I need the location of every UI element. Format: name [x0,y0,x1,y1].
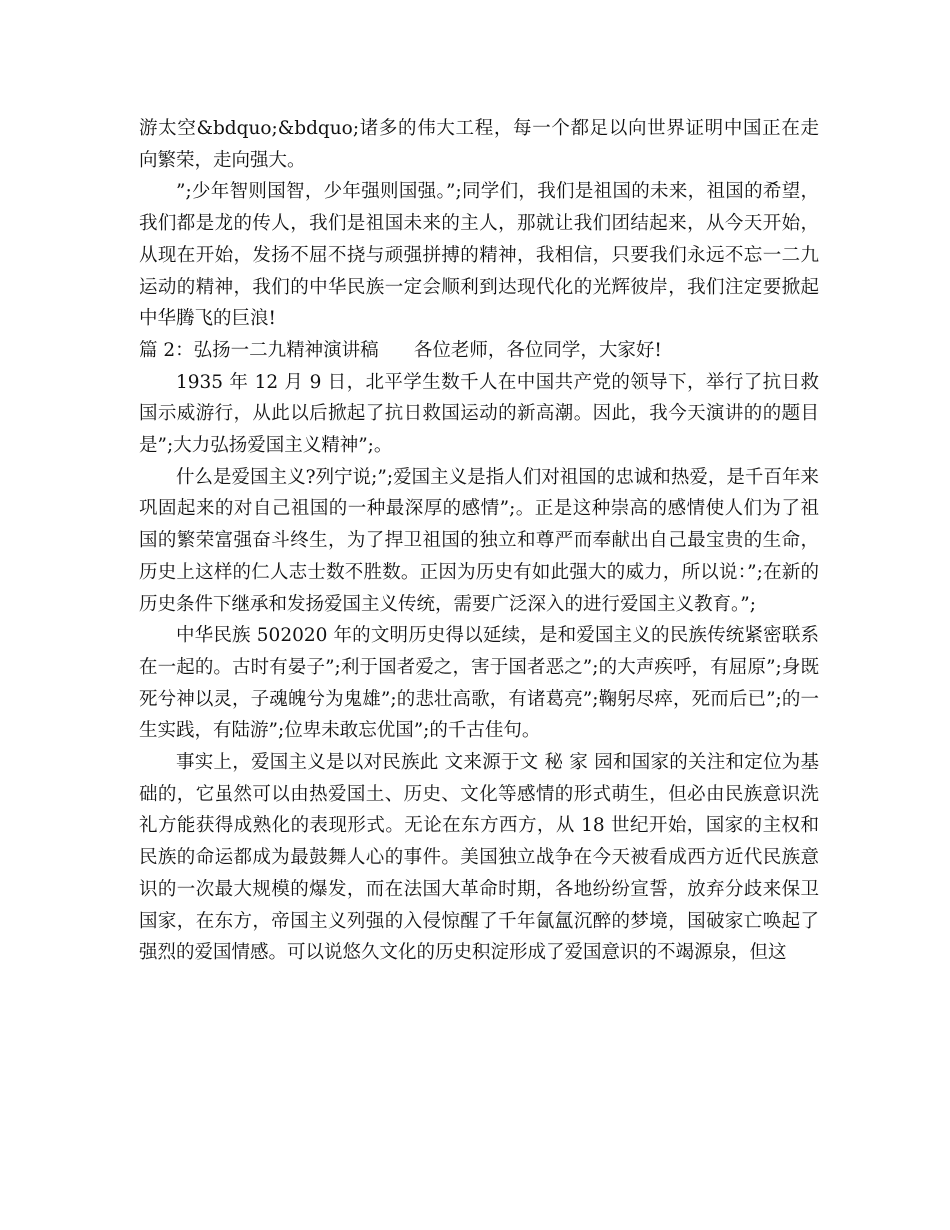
paragraph-2: ”;少年智则国智，少年强则国强。”;同学们，我们是祖国的未来，祖国的希望，我们都是龙的传人，我们是祖国未来的主人，那就让我们团结起来，从今天开始，从现在开始，发扬不屈不挠与顽强拼搏的精神，我相信，只要我们永远不忘一二九运动的精神，我们的中华民族一定会顺利到达现代化的光辉彼岸，我们注定要掀起中华腾飞的巨浪! [139,181,819,330]
paragraph-4: 什么是爱国主义?列宁说;”;爱国主义是指人们对祖国的忠诚和热爱，是千百年来巩固起来的对自己祖国的一种最深厚的感情”;。正是这种崇高的感情使人们为了祖国的繁荣富强奋斗终生，为了捍卫祖国的独立和尊严而奉献出自己最宝贵的生命，历史上这样的仁人志士数不胜数。正因为历史有如此强大的威力，所以说：”;在新的历史条件下继承和发扬爱国主义传统，需要广泛深入的进行爱国主义教育。”; [139,466,819,615]
paragraph-1: 游太空&bdquo;&bdquo;诸多的伟大工程，每一个都足以向世界证明中国正在走向繁荣，走向强大。 [139,118,819,171]
section-heading: 篇 2：弘扬一二九精神演讲稿 各位老师，各位同学，大家好! [139,339,662,361]
document-body [139,113,819,969]
paragraph-3: 1935 年 12 月 9 日，北平学生数千人在中国共产党的领导下，举行了抗日救国示威游行，从此以后掀起了抗日救国运动的新高潮。因此，我今天演讲的的题目是”;大力弘扬爱国主义精神”;。 [139,371,819,457]
paragraph-6: 事实上，爱国主义是以对民族此 文来源于文 秘 家 园和国家的关注和定位为基础的，它虽然可以由热爱国土、历史、文化等感情的形式萌生，但必由民族意识洗礼方能获得成熟化的表现形式。无论在东方西方，从 18 世纪开始，国家的主权和民族的命运都成为最鼓舞人心的事件。美国独立战争在今天被看成西方近代民族意识的一次最大规模的爆发，而在法国大革命时期，各地纷纷宣誓，放弃分歧来保卫国家，在东方，帝国主义列强的入侵惊醒了千年氤氲沉醉的梦境，国破家亡唤起了强烈的爱国情感。可以说悠久文化的历史积淀形成了爱国意识的不竭源泉，但这 [139,752,819,964]
paragraph-5: 中华民族 502020 年的文明历史得以延续，是和爱国主义的民族传统紧密联系在一起的。古时有晏子”;利于国者爱之，害于国者恶之”;的大声疾呼，有屈原”;身既死兮神以灵，子魂魄兮为鬼雄”;的悲壮高歌，有诸葛亮”;鞠躬尽瘁，死而后已”;的一生实践，有陆游”;位卑未敢忘优国”;的千古佳句。 [139,625,819,742]
